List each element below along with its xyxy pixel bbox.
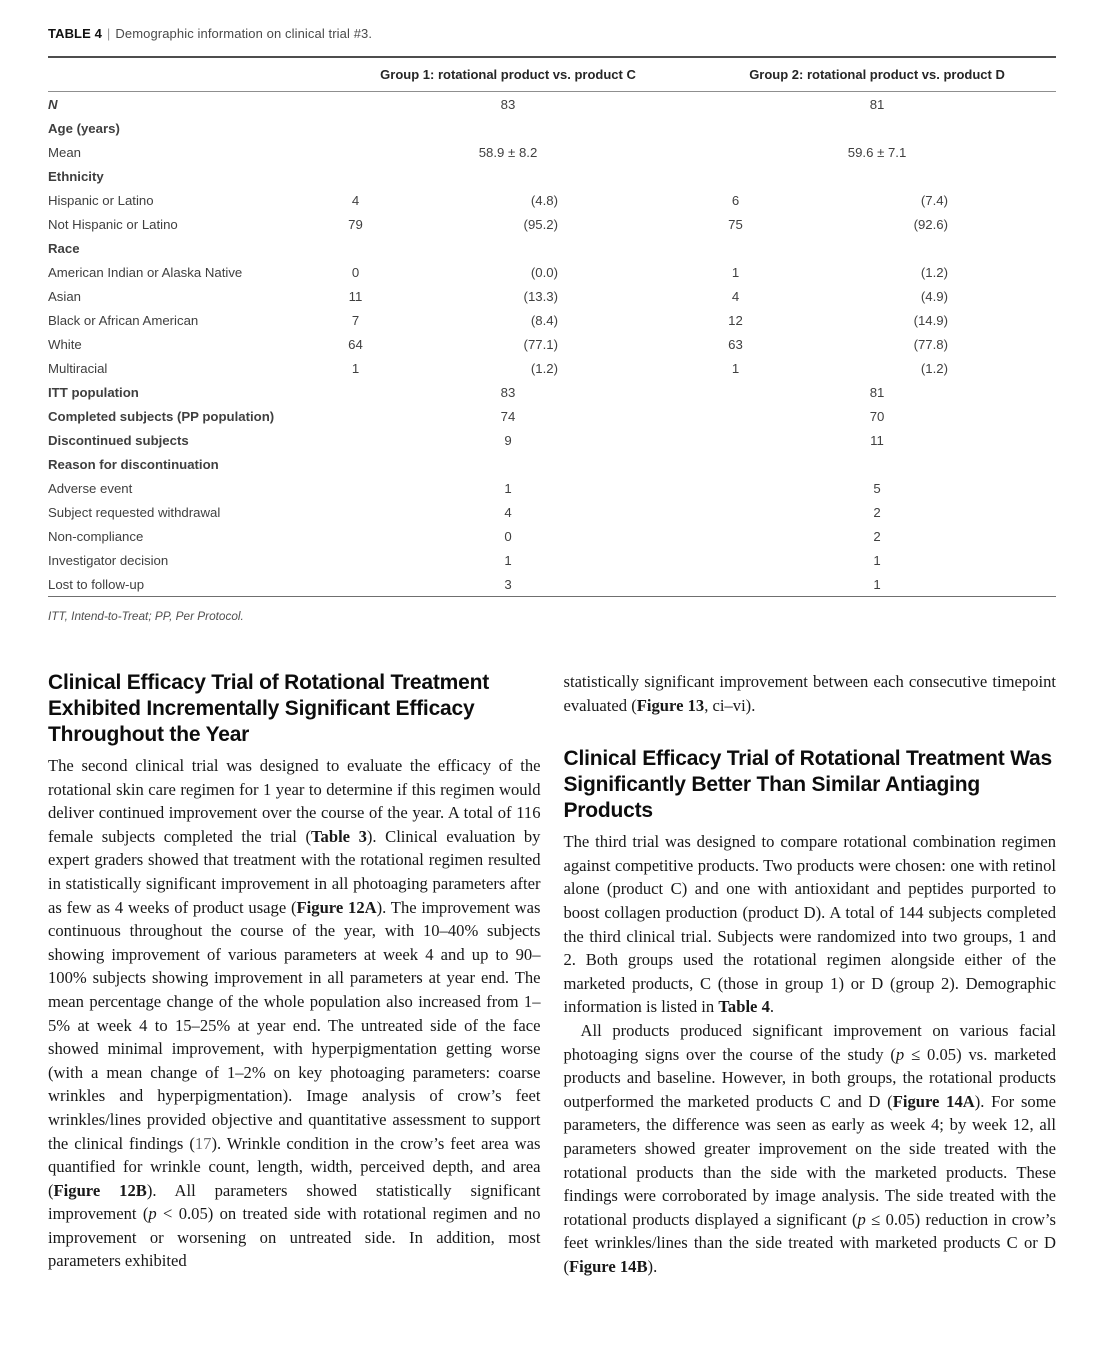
right-column (564, 670, 1057, 1278)
cross-ref: Figure 14B (569, 1256, 648, 1276)
row-label: Mean (48, 144, 81, 160)
group1-percent: (4.8) (530, 192, 558, 208)
body-paragraph: The third trial was designed to compare rotational combination regimen against competitive products. Two products were chosen: one with retinol alone (product C) and one with antioxidant and peptides purported to boost collagen production (product D). A total of 144 subjects completed the third clinical trial. Subjects were randomized into two groups, 1 and 2. Both groups used the rotational regimen alongside either of the marketed products, C (those in group 1) or D (group 2). Demographic information is listed in Table 4. (563, 832, 1056, 1017)
row-label: Investigator decision (48, 552, 169, 568)
table-caption (48, 26, 1056, 41)
table-row (48, 92, 1056, 117)
group2-value: 70 (869, 408, 885, 424)
table-caption-label: TABLE 4 (48, 26, 102, 41)
table-row (48, 476, 1056, 500)
row-label: Multiracial (48, 360, 108, 376)
body-paragraph: statistically significant improvement between each consecutive timepoint evaluated (Figure 13, ci–vi). (563, 672, 1056, 715)
cross-ref: Figure 14A (892, 1091, 975, 1111)
row-label: Reason for discontinuation (48, 456, 219, 472)
group2-percent: (92.6) (913, 216, 949, 232)
article-columns (48, 670, 1056, 1278)
header-spacer-cell (48, 57, 318, 92)
group2-value: 81 (869, 384, 885, 400)
table-block (48, 26, 1056, 623)
spacer-cell (558, 308, 698, 332)
table-row (48, 356, 1056, 380)
group2-value: 1 (873, 552, 881, 568)
table-row (48, 188, 1056, 212)
group2-count: 63 (728, 336, 743, 352)
group1-count: 64 (348, 336, 363, 352)
table-row (48, 332, 1056, 356)
table-caption-text: Demographic information on clinical trial #3. (115, 26, 373, 41)
table-row (48, 428, 1056, 452)
group2-percent: (1.2) (920, 360, 949, 376)
group2-value: 5 (873, 480, 881, 496)
group2-value: 59.6 ± 7.1 (847, 144, 907, 160)
spacer-cell (948, 332, 1056, 356)
section-heading: Clinical Efficacy Trial of Rotational Treatment Exhibited Incrementally Significant Efficacy Throughout the Year (48, 671, 490, 746)
group2-count: 4 (731, 288, 740, 304)
section-heading: Clinical Efficacy Trial of Rotational Treatment Was Significantly Better Than Similar Antiaging Products (563, 747, 1052, 823)
table-row (48, 572, 1056, 597)
row-label: ITT population (48, 384, 139, 400)
spacer-cell (558, 332, 698, 356)
group1-header-cell: Group 1: rotational product vs. product C (318, 57, 698, 92)
body-paragraph: The second clinical trial was designed to evaluate the efficacy of the rotational skin care regimen for 1 year to determine if this regimen would deliver continued improvement over the course of the year. A total of 116 female subjects completed the trial (Table 3). Clinical evaluation by expert graders showed that treatment with the rotational regimen resulted in statistically significant improvement in all photoaging parameters after as few as 4 weeks of product usage (Figure 12A). The improvement was continuous throughout the course of the year, with 10–40% subjects showing improvement of various parameters at week 4 and up to 90–100% subjects showing improvement in all parameters at year end. The mean percentage change of the whole population also increased from 1–5% at week 4 to 15–25% at year end. The untreated side of the face showed minimal improvement, with hyperpigmentation getting worse (with a mean change of 1–2% on key photoaging parameters: coarse wrinkles and hyperpigmentation). Image analysis of crow’s feet wrinkles/lines provided objective and quantitative assessment to support the clinical findings (17). Wrinkle condition in the crow’s feet area was quantified for wrinkle count, length, width, perceived depth, and area (Figure 12B). All parameters showed statistically significant improvement (p < 0.05) on treated side with rotational regimen and no improvement or worsening on untreated side. In addition, most parameters exhibited (48, 756, 541, 1271)
spacer-cell (558, 284, 698, 308)
row-label: White (48, 336, 82, 352)
row-label: Non-compliance (48, 528, 144, 544)
table-body (48, 92, 1056, 597)
table-row (48, 140, 1056, 164)
group1-percent: (13.3) (523, 288, 558, 304)
group2-count: 1 (731, 264, 740, 280)
row-label: Ethnicity (48, 168, 104, 184)
table-row (48, 404, 1056, 428)
group2-percent: (1.2) (920, 264, 949, 280)
row-label: Adverse event (48, 480, 133, 496)
group2-percent: (4.9) (920, 288, 949, 304)
group1-value: 9 (504, 432, 512, 448)
group1-count: 0 (351, 264, 360, 280)
table-row (48, 212, 1056, 236)
row-label: N (48, 96, 58, 112)
table-row (48, 236, 1056, 260)
italic-text: p (895, 1044, 905, 1064)
spacer-cell (948, 188, 1056, 212)
spacer-cell (558, 356, 698, 380)
group1-percent: (1.2) (530, 360, 558, 376)
group1-count: 79 (348, 216, 363, 232)
group1-count: 11 (348, 288, 363, 304)
group2-count: 1 (731, 360, 740, 376)
group1-value: 83 (500, 384, 516, 400)
citation-ref: 17 (194, 1133, 212, 1153)
left-column (48, 670, 541, 1278)
row-label: Asian (48, 288, 81, 304)
spacer-cell (558, 260, 698, 284)
group2-percent: (7.4) (920, 192, 949, 208)
table-row (48, 164, 1056, 188)
table-row (48, 308, 1056, 332)
table-row (48, 524, 1056, 548)
group2-count: 75 (728, 216, 743, 232)
table-row (48, 116, 1056, 140)
cross-ref: Figure 13 (636, 695, 705, 715)
group1-percent: (95.2) (523, 216, 558, 232)
group1-value: 4 (504, 504, 512, 520)
row-label: Not Hispanic or Latino (48, 216, 178, 232)
row-label: Completed subjects (PP population) (48, 408, 275, 424)
demographics-table (48, 56, 1056, 597)
group1-value: 1 (504, 480, 512, 496)
row-label: Age (years) (48, 120, 120, 136)
table-row (48, 500, 1056, 524)
caption-separator: | (106, 26, 111, 41)
spacer-cell (948, 284, 1056, 308)
group1-value: 74 (500, 408, 516, 424)
row-label: Hispanic or Latino (48, 192, 154, 208)
row-label: Discontinued subjects (48, 432, 189, 448)
cross-ref: Table 3 (311, 826, 367, 846)
group2-header-cell: Group 2: rotational product vs. product D (698, 57, 1056, 92)
row-label: Subject requested withdrawal (48, 504, 221, 520)
row-label: Lost to follow-up (48, 576, 145, 592)
table-header-row (48, 57, 1056, 92)
spacer-cell (558, 212, 698, 236)
italic-text: p (148, 1204, 157, 1224)
group2-count: 12 (728, 312, 743, 328)
group1-percent: (8.4) (530, 312, 558, 328)
group1-count: 7 (351, 312, 360, 328)
group2-value: 81 (869, 96, 885, 112)
group2-value: 1 (873, 576, 881, 592)
table-footnote: ITT, Intend-to-Treat; PP, Per Protocol. (48, 609, 244, 623)
spacer-cell (948, 212, 1056, 236)
cross-ref: Figure 12B (53, 1180, 147, 1200)
spacer-cell (948, 308, 1056, 332)
group1-value: 0 (504, 528, 512, 544)
table-row (48, 380, 1056, 404)
body-paragraph: All products produced significant improvement on various facial photoaging signs over the course of the study (p ≤ 0.05) vs. marketed products and baseline. However, in both groups, the rotational products outperformed the marketed products C and D (Figure 14A). For some parameters, the difference was seen as early as week 4; by week 12, all parameters showed greater improvement on the side treated with the rotational products than the side with the marketed products. These findings were corroborated by image analysis. The side treated with the rotational products displayed a significant (p ≤ 0.05) reduction in crow’s feet wrinkles/lines than the side treated with marketed products C or D (Figure 14B). (563, 1020, 1056, 1276)
table-row (48, 260, 1056, 284)
row-label: Race (48, 240, 80, 256)
group1-value: 58.9 ± 8.2 (478, 144, 538, 160)
group2-value: 2 (873, 528, 881, 544)
group2-value: 11 (870, 432, 884, 448)
italic-text: p (857, 1209, 866, 1229)
cross-ref: Figure 12A (296, 897, 377, 917)
group2-percent: (77.8) (913, 336, 949, 352)
table-row (48, 452, 1056, 476)
group1-value: 83 (500, 96, 516, 112)
group1-percent: (77.1) (523, 336, 558, 352)
spacer-cell (948, 356, 1056, 380)
group2-count: 6 (731, 192, 740, 208)
group1-value: 3 (504, 576, 512, 592)
group1-value: 1 (504, 552, 512, 568)
spacer-cell (558, 188, 698, 212)
group1-count: 4 (351, 192, 360, 208)
group1-count: 1 (351, 360, 360, 376)
row-label: American Indian or Alaska Native (48, 264, 243, 280)
table-row (48, 548, 1056, 572)
group2-percent: (14.9) (913, 312, 949, 328)
row-label: Black or African American (48, 312, 199, 328)
spacer-cell (948, 260, 1056, 284)
cross-ref: Table 4 (718, 997, 770, 1017)
table-row (48, 284, 1056, 308)
group1-percent: (0.0) (530, 264, 558, 280)
group2-value: 2 (873, 504, 881, 520)
